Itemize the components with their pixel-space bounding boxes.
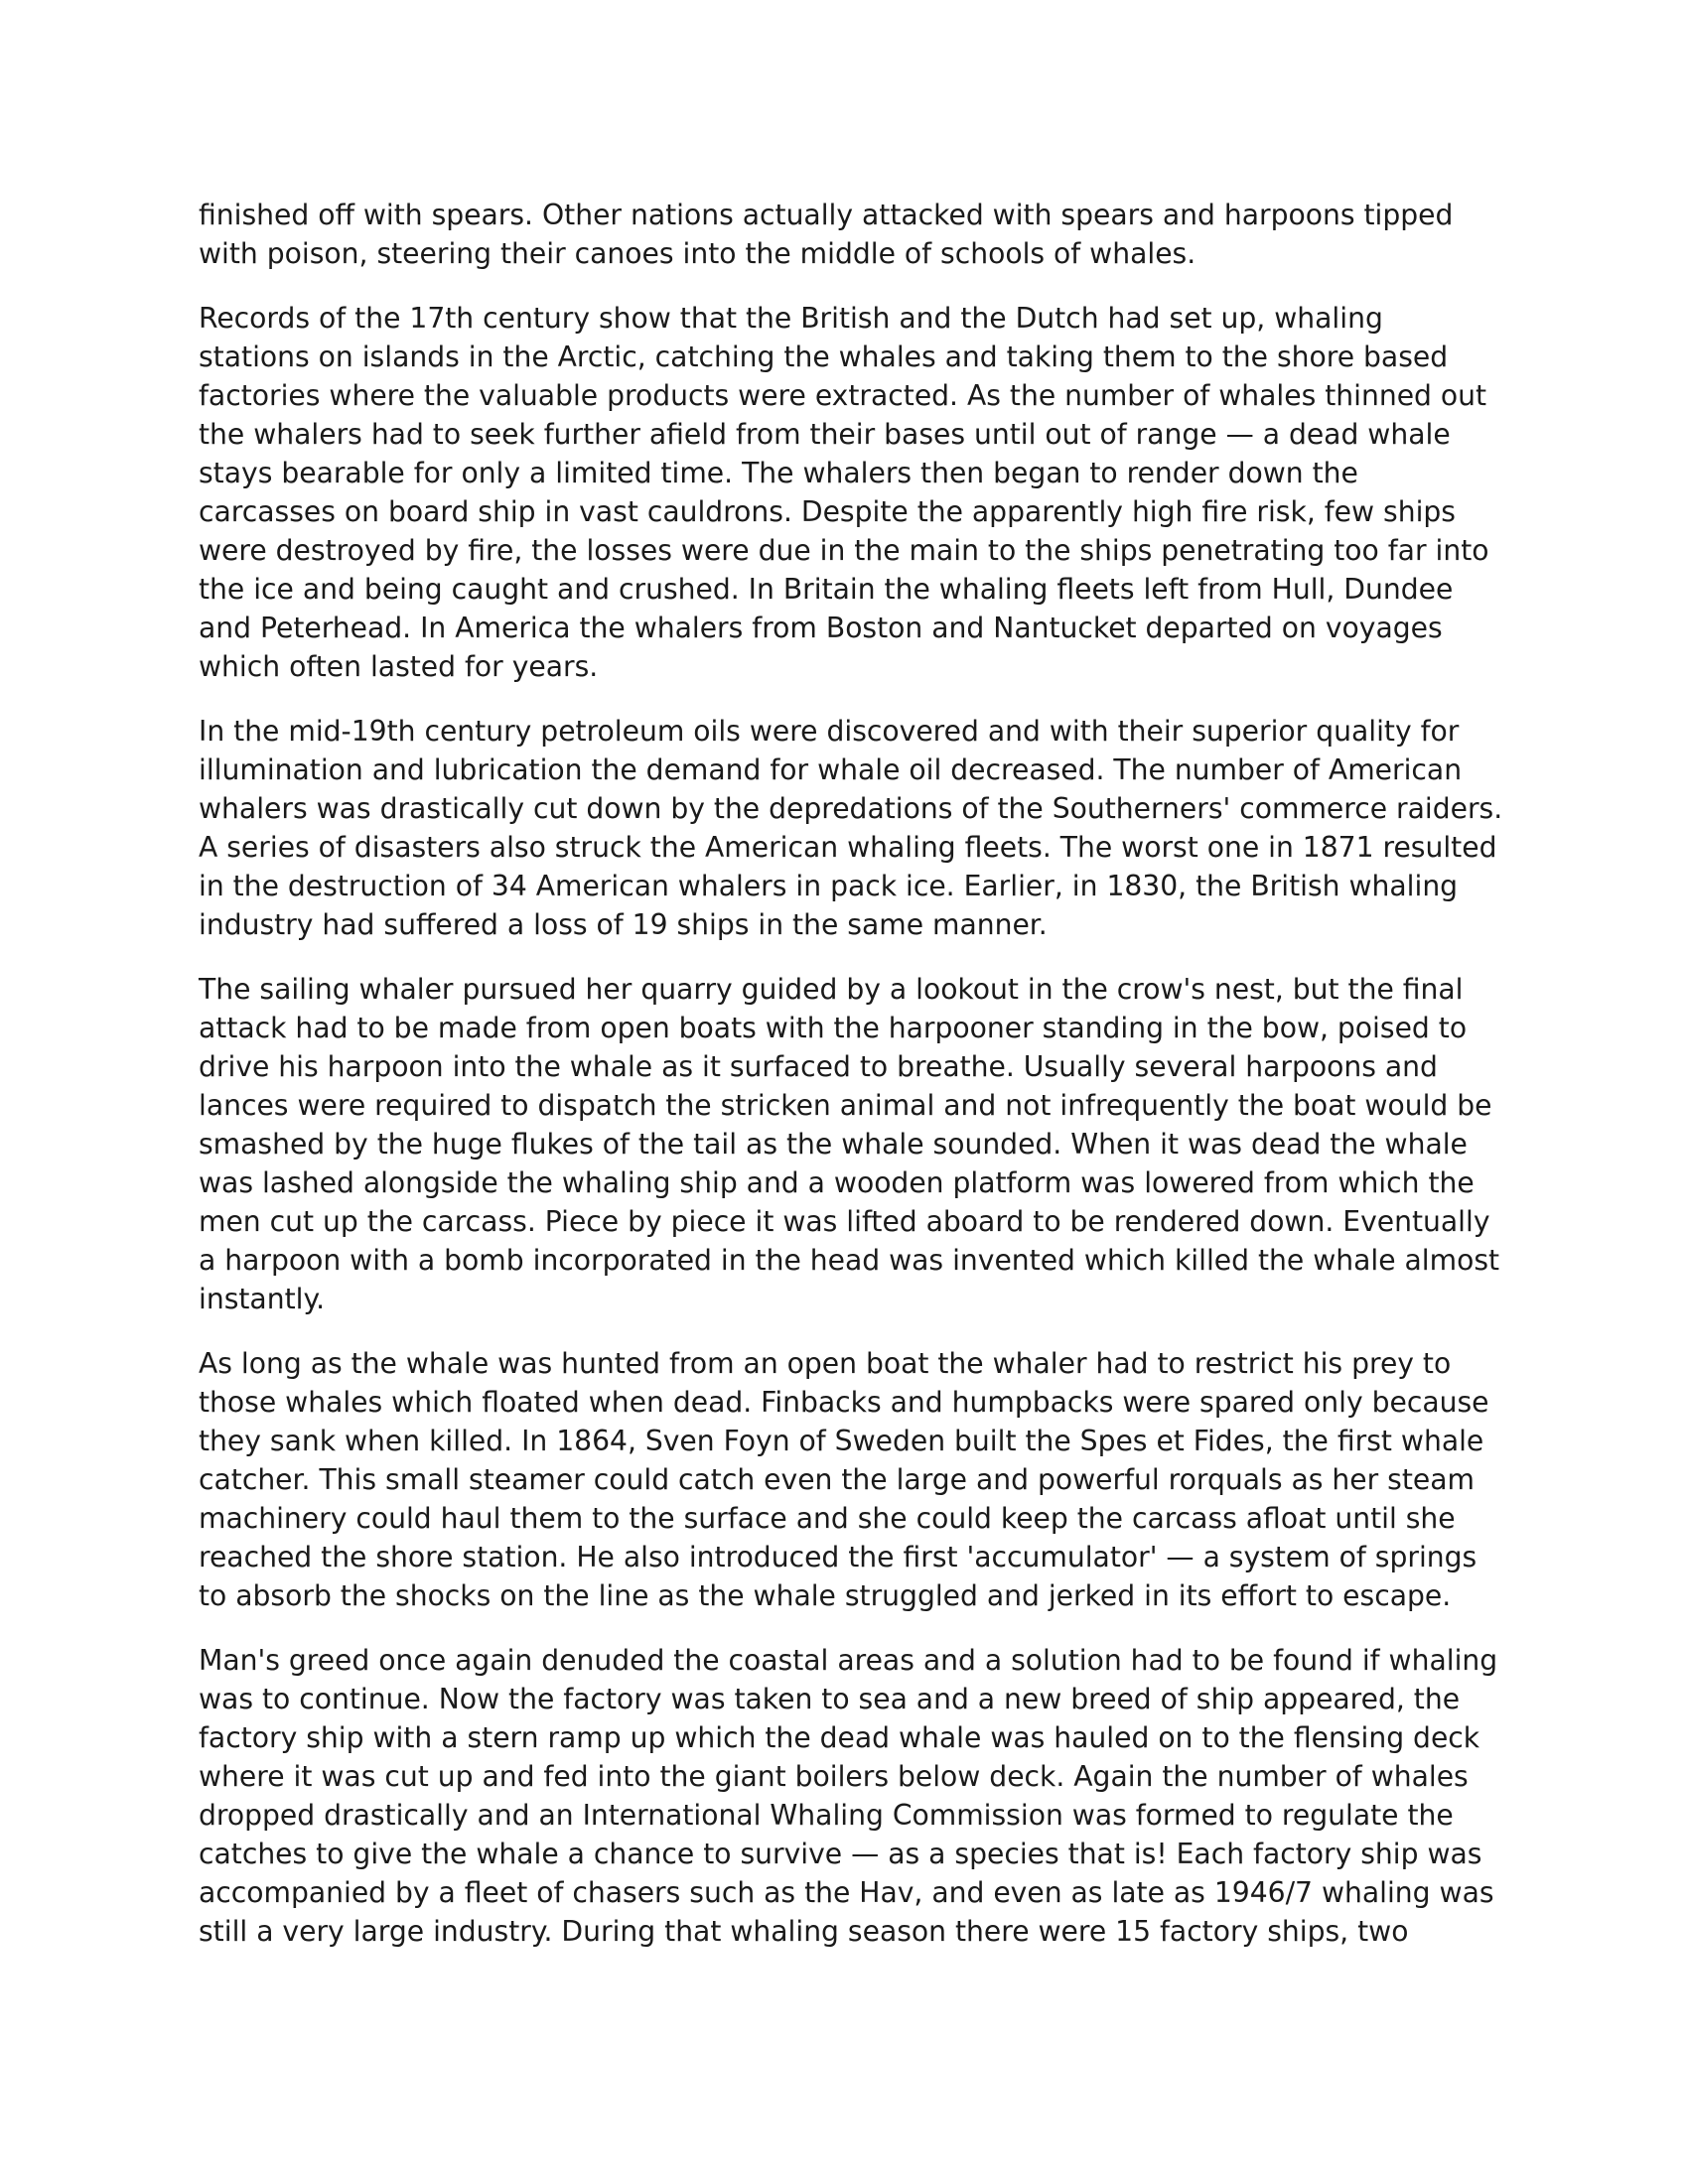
text-line: they sank when killed. In 1864, Sven Foyn of Sweden built the Spes et Fides, the first whale [199, 1425, 1484, 1457]
text-line: still a very large industry. During that whaling season there were 15 factory ships, two [199, 1915, 1409, 1948]
text-line: accompanied by a fleet of chasers such as the Hav, and even as late as 1946/7 whaling was [199, 1876, 1494, 1909]
text-line: drive his harpoon into the whale as it surfaced to breathe. Usually several harpoons and [199, 1050, 1438, 1083]
text-line: smashed by the huge flukes of the tail as the whale sounded. When it was dead the whale [199, 1128, 1468, 1160]
paragraph-6 [199, 1641, 1499, 1951]
text-line: stations on islands in the Arctic, catching the whales and taking them to the shore based [199, 341, 1449, 373]
text-line: illumination and lubrication the demand for whale oil decreased. The number of American [199, 753, 1463, 786]
text-line: factory ship with a stern ramp up which the dead whale was hauled on to the flensing deck [199, 1721, 1480, 1754]
text-line: attack had to be made from open boats with the harpooner standing in the bow, poised to [199, 1012, 1468, 1044]
text-line: carcasses on board ship in vast cauldrons. Despite the apparently high fire risk, few ships [199, 495, 1456, 528]
text-line: dropped drastically and an International Whaling Commission was formed to regulate the [199, 1799, 1454, 1832]
text-line: factories where the valuable products were extracted. As the number of whales thinned out [199, 379, 1487, 412]
text-line: stays bearable for only a limited time. The whalers then began to render down the [199, 457, 1358, 489]
text-line: those whales which floated when dead. Finbacks and humpbacks were spared only because [199, 1386, 1489, 1419]
text-line: lances were required to dispatch the stricken animal and not infrequently the boat would be [199, 1089, 1492, 1122]
text-line: machinery could haul them to the surface and she could keep the carcass afloat until she [199, 1502, 1456, 1535]
text-line: were destroyed by fire, the losses were due in the main to the ships penetrating too far into [199, 534, 1489, 567]
text-line: the whalers had to seek further afield from their bases until out of range — a dead whale [199, 418, 1451, 451]
text-line: with poison, steering their canoes into the middle of schools of whales. [199, 237, 1196, 270]
text-line: finished off with spears. Other nations actually attacked with spears and harpoons tipped [199, 199, 1454, 231]
text-line: where it was cut up and fed into the giant boilers below deck. Again the number of whales [199, 1760, 1469, 1793]
paragraph-1 [199, 196, 1499, 273]
paragraph-2 [199, 299, 1499, 686]
text-line: was lashed alongside the whaling ship and a wooden platform was lowered from which the [199, 1166, 1475, 1199]
text-line: instantly. [199, 1283, 326, 1315]
text-line: A series of disasters also struck the American whaling fleets. The worst one in 1871 resulted [199, 831, 1497, 864]
text-line: which often lasted for years. [199, 650, 599, 683]
text-line: The sailing whaler pursued her quarry guided by a lookout in the crow's nest, but the final [199, 973, 1464, 1006]
text-line: In the mid-19th century petroleum oils were discovered and with their superior quality for [199, 715, 1460, 748]
text-line: in the destruction of 34 American whalers in pack ice. Earlier, in 1830, the British whaling [199, 870, 1459, 902]
text-line: a harpoon with a bomb incorporated in the head was invented which killed the whale almost [199, 1244, 1500, 1277]
text-line: reached the shore station. He also introduced the first 'accumulator' — a system of springs [199, 1541, 1477, 1573]
text-line: Man's greed once again denuded the coastal areas and a solution had to be found if whaling [199, 1644, 1498, 1677]
text-line: the ice and being caught and crushed. In Britain the whaling fleets left from Hull, Dundee [199, 573, 1454, 606]
text-line: men cut up the carcass. Piece by piece it was lifted aboard to be rendered down. Eventually [199, 1205, 1490, 1238]
text-line: industry had suffered a loss of 19 ships in the same manner. [199, 908, 1048, 941]
text-line: As long as the whale was hunted from an open boat the whaler had to restrict his prey to [199, 1347, 1452, 1380]
paragraph-4 [199, 970, 1499, 1318]
text-line: to absorb the shocks on the line as the whale struggled and jerked in its effort to escape. [199, 1579, 1452, 1612]
text-line: catches to give the whale a chance to survive — as a species that is! Each factory ship was [199, 1838, 1482, 1870]
document-page [199, 196, 1503, 1977]
text-line: and Peterhead. In America the whalers from Boston and Nantucket departed on voyages [199, 612, 1443, 644]
text-line: was to continue. Now the factory was taken to sea and a new breed of ship appeared, the [199, 1683, 1461, 1715]
paragraph-5 [199, 1344, 1499, 1615]
paragraph-3 [199, 712, 1503, 944]
text-line: Records of the 17th century show that the British and the Dutch had set up, whaling [199, 302, 1383, 335]
text-line: whalers was drastically cut down by the depredations of the Southerners' commerce raiders. [199, 792, 1503, 825]
text-line: catcher. This small steamer could catch even the large and powerful rorquals as her steam [199, 1463, 1475, 1496]
